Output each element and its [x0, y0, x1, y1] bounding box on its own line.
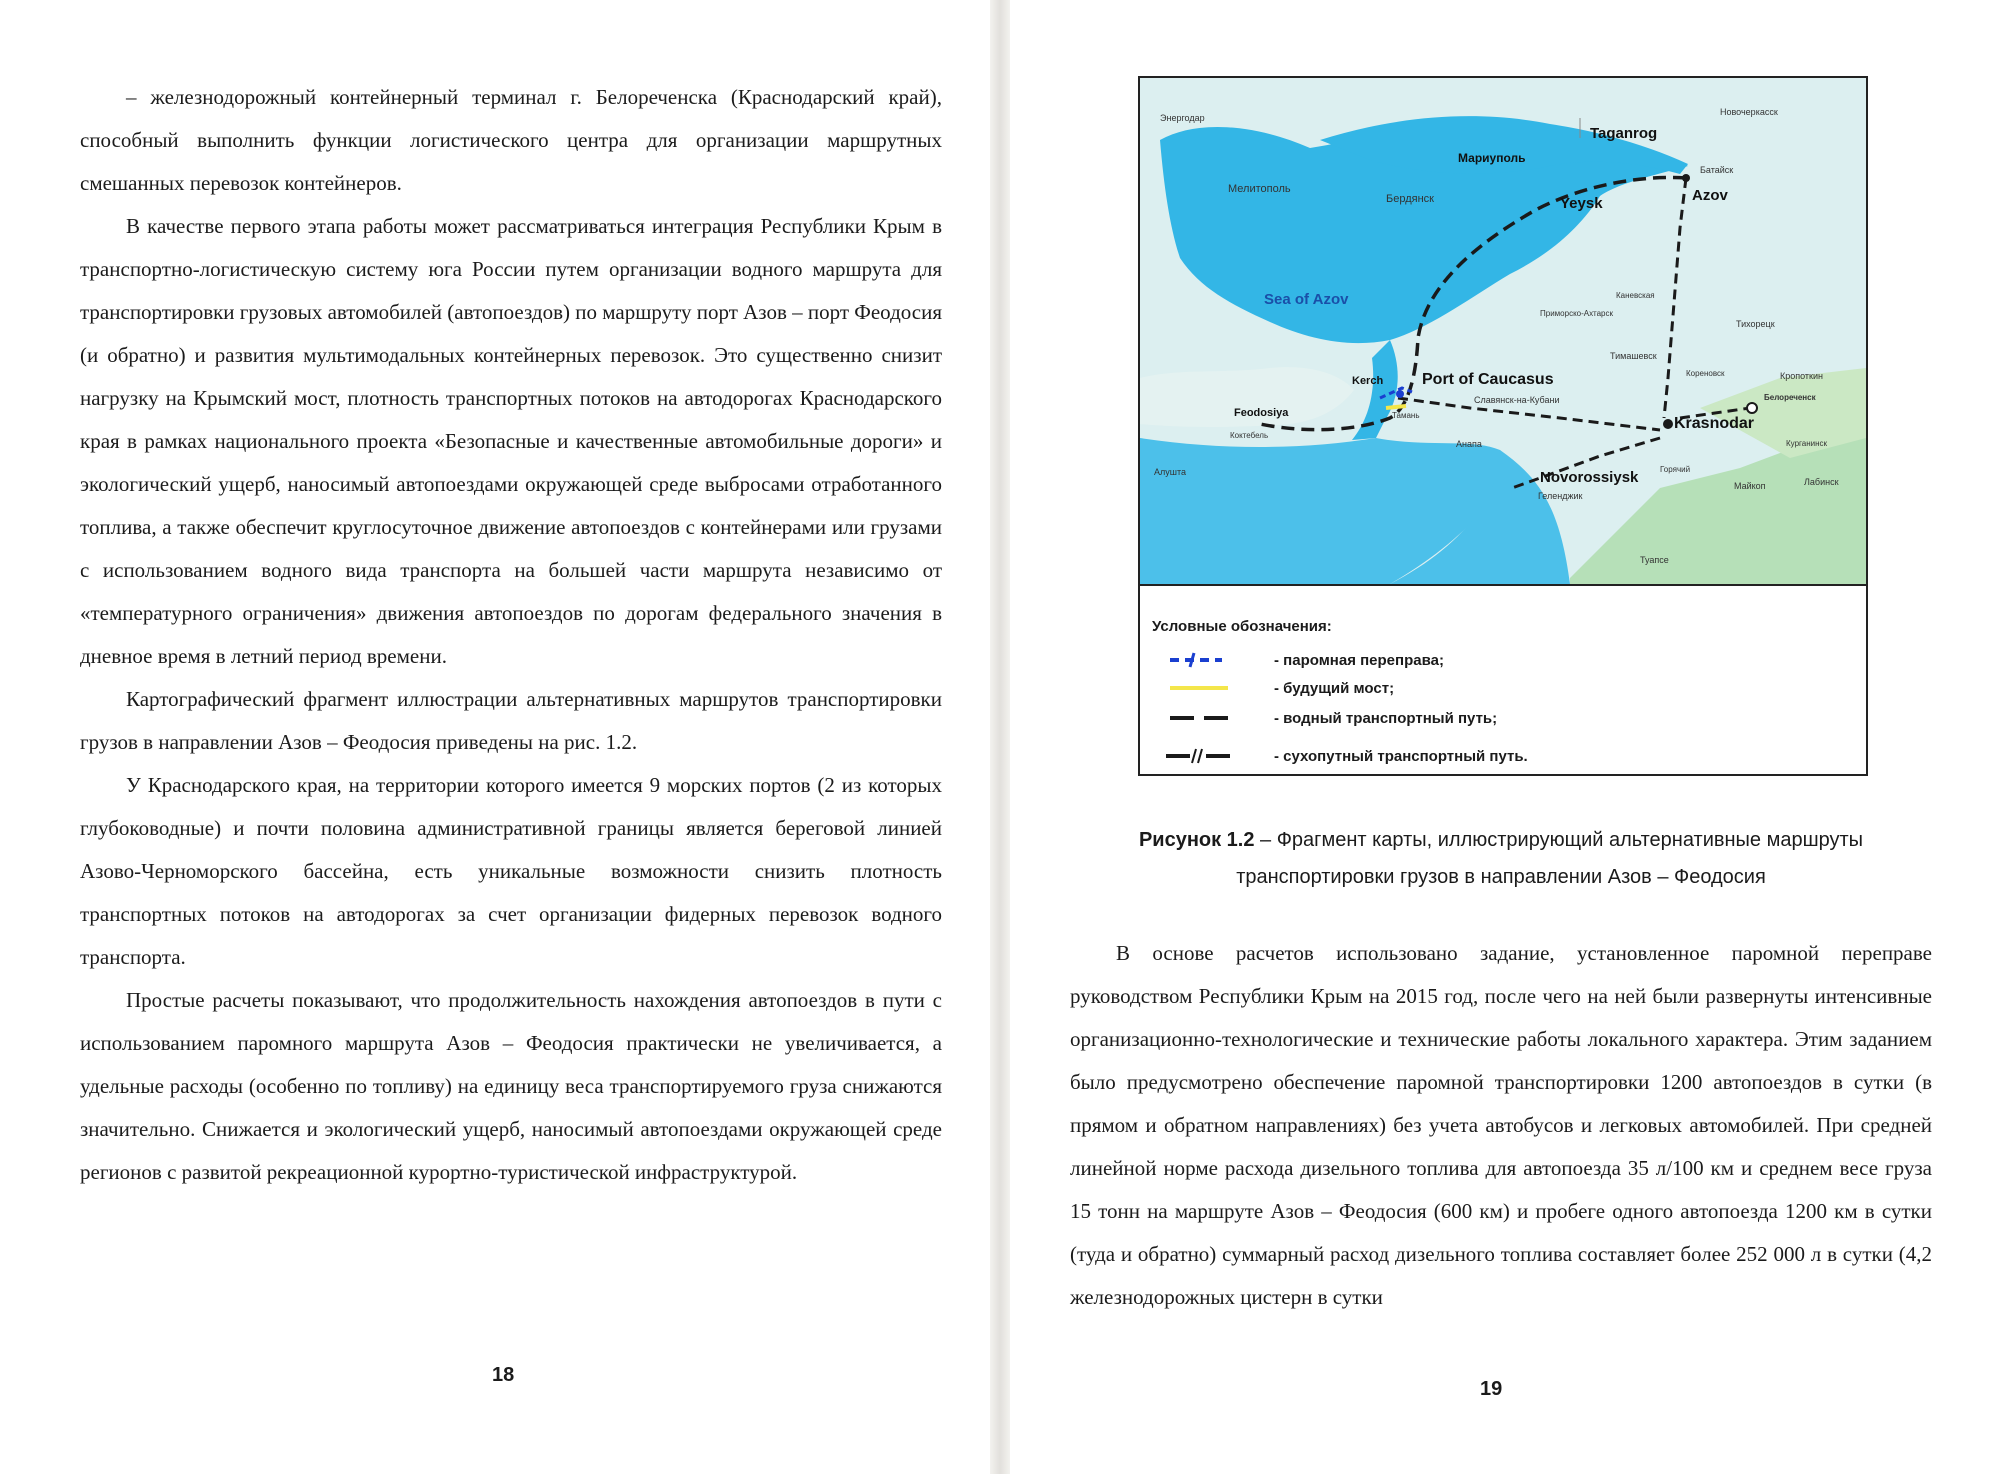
- caption-label: Рисунок 1.2: [1138, 829, 1255, 851]
- port-caucasus-point: [1396, 390, 1404, 398]
- paragraph: – железнодорожный контейнерный терминал г. Белореченска (Краснодарский край), способный выполнить функции логистического центра для организации маршрутных смешанных перевозок контейнеров.: [80, 85, 942, 195]
- future-bridge: [1386, 406, 1406, 408]
- map-label-belorechensk: Белореченск: [1764, 393, 1816, 402]
- map-label-tikhoretsk: Тихорецк: [1736, 319, 1775, 329]
- map-label-kerch: Kerch: [1352, 375, 1384, 387]
- map-label-kurganinsk: Курганинск: [1786, 439, 1828, 448]
- map-label-yeysk: Yeysk: [1560, 195, 1603, 212]
- figure-map: [1138, 76, 1868, 776]
- paragraph: В качестве первого этапа работы может рассматриваться интеграция Республики Крым в транспортно-логистическую систему юга России путем организации водного маршрута для транспортировки грузовых автомобилей (автопоездов) по маршруту порт Азов – порт Феодосия (и обратно) и развития мультимодальных контейнерных перевозок. Это существенно снизит нагрузку на Крымский мост, плотность транспортных потоков на автодорогах Краснодарского края в рамках национального проекта «Безопасные и качественные автомобильные дороги» и экологический ущерб, наносимый автопоездами окружающей среде выбросами отработанного топлива, а также обеспечит круглосуточное движение автопоездов с контейнерами или грузами с использованием водного вида транспорта на большей части маршрута независимо от «температурного ограничения» движения автопоездов по дорогам федерального значения в дневное время в летний период времени.: [80, 214, 942, 668]
- right-page: [1010, 0, 2000, 1474]
- map-label-slavyansk: Славянск-на-Кубани: [1474, 395, 1560, 405]
- ferry-legend-icon: [1152, 650, 1232, 670]
- map-label-port-of-caucasus: Port of Caucasus: [1422, 371, 1554, 388]
- map-label-kropotkin: Кропоткин: [1780, 371, 1823, 381]
- left-page: [0, 0, 990, 1474]
- page-number: 19: [1480, 1378, 1503, 1400]
- map-label-melitopol: Мелитополь: [1228, 183, 1291, 195]
- map: [1140, 78, 1866, 584]
- legend-item-water-route: [1152, 708, 1852, 728]
- legend-item-ferry: [1152, 650, 1852, 670]
- legend-label: - сухопутный транспортный путь.: [1274, 748, 1528, 765]
- azov-point: [1682, 174, 1690, 182]
- belorechensk-point: [1747, 403, 1757, 413]
- map-label-taman: Тамань: [1392, 411, 1420, 420]
- map-label-maykop: Майкоп: [1734, 481, 1766, 491]
- map-label-mariupol: Мариуполь: [1458, 151, 1526, 165]
- map-label-bataysk: Батайск: [1700, 165, 1734, 175]
- legend-label: - будущий мост;: [1274, 680, 1395, 697]
- figure-caption: [1070, 822, 1932, 896]
- map-label-feodosiya: Feodosiya: [1234, 407, 1289, 419]
- paragraph: Простые расчеты показывают, что продолжительность нахождения автопоездов в пути с использованием паромного маршрута Азов – Феодосия практически не увеличивается, а удельные расходы (особенно по топливу) на единицу веса транспортируемого груза снижаются значительно. Снижается и экологический ущерб, наносимый автопоездами окружающей среде регионов с развитой рекреационной курортно-туристической инфраструктурой.: [80, 988, 942, 1184]
- map-label-koktebel: Коктебель: [1230, 431, 1269, 440]
- caption-text: – Фрагмент карты, иллюстрирующий альтернативные маршруты транспортировки грузов в направлении Азов – Феодосия: [1236, 829, 1864, 888]
- water-route-legend-icon: [1152, 708, 1232, 728]
- map-label-alushta: Алушта: [1154, 467, 1187, 477]
- book-gutter: [990, 0, 1010, 1474]
- map-label-korenovsk: Кореновск: [1686, 369, 1725, 378]
- legend-label: - паромная переправа;: [1274, 652, 1444, 669]
- map-label-sea-of-azov: Sea of Azov: [1264, 291, 1349, 308]
- land-route-legend-icon: [1152, 746, 1232, 766]
- legend-title: Условные обозначения:: [1152, 618, 1332, 635]
- legend-label: - водный транспортный путь;: [1274, 710, 1498, 727]
- map-label-novorossiysk: Novorossiysk: [1540, 469, 1639, 486]
- left-body-text: [80, 76, 942, 1194]
- krasnodar-point: [1663, 419, 1673, 429]
- page-number: 18: [492, 1364, 515, 1386]
- paragraph: Картографический фрагмент иллюстрации альтернативных маршрутов транспортировки грузов в направлении Азов – Феодосия приведены на рис. 1.2.: [80, 687, 942, 754]
- map-label-azov: Azov: [1692, 187, 1728, 204]
- map-label-gelendzhik: Геленджик: [1538, 491, 1583, 501]
- map-label-tuapse: Туапсе: [1640, 555, 1669, 565]
- bridge-legend-icon: [1152, 678, 1232, 698]
- map-label-energodar: Энергодар: [1160, 113, 1205, 123]
- map-label-anapa: Анапа: [1456, 439, 1482, 449]
- map-label-taganrog: Taganrog: [1590, 125, 1658, 142]
- map-legend: [1140, 584, 1866, 774]
- map-label-timashevsk: Тимашевск: [1610, 351, 1657, 361]
- map-label-berdyansk: Бердянск: [1386, 193, 1434, 205]
- paragraph: В основе расчетов использовано задание, установленное паромной переправе руководством Республики Крым на 2015 год, после чего на ней были развернуты интенсивные организационно-технологические и технические работы локального характера. Этим заданием было предусмотрено обеспечение паромной транспортировки 1200 автопоездов в сутки (в прямом и обратном направлениях) без учета автобусов и легковых автомобилей. При средней линейной норме расхода дизельного топлива для автопоезда 35 л/100 км и среднем весе груза 15 тонн на маршруте Азов – Феодосия (600 км) и пробеге одного автопоезда 1200 км в сутки (туда и обратно) суммарный расход дизельного топлива составляет более 252 000 л в сутки (4,2 железнодорожных цистерн в сутки: [1070, 941, 1932, 1309]
- map-label-goryachiy: Горячий: [1660, 465, 1691, 474]
- map-label-krasnodar: Krasnodar: [1674, 415, 1755, 432]
- map-label-labinsk: Лабинск: [1804, 477, 1839, 487]
- legend-item-land-route: [1152, 746, 1852, 766]
- paragraph: У Краснодарского края, на территории которого имеется 9 морских портов (2 из которых глубоководные) и почти половина административной границы является береговой линией Азово-Черноморского бассейна, есть уникальные возможности снизить плотность транспортных потоков на автодорогах за счет организации фидерных перевозок водного транспорта.: [80, 773, 942, 969]
- map-label-primorsko-akhtarsk: Приморско-Ахтарск: [1540, 309, 1613, 318]
- right-body-text: [1070, 932, 1932, 1319]
- legend-item-bridge: [1152, 678, 1852, 698]
- map-label-kanevskaya: Каневская: [1616, 291, 1655, 300]
- map-label-novocherkassk: Новочеркасск: [1720, 107, 1778, 117]
